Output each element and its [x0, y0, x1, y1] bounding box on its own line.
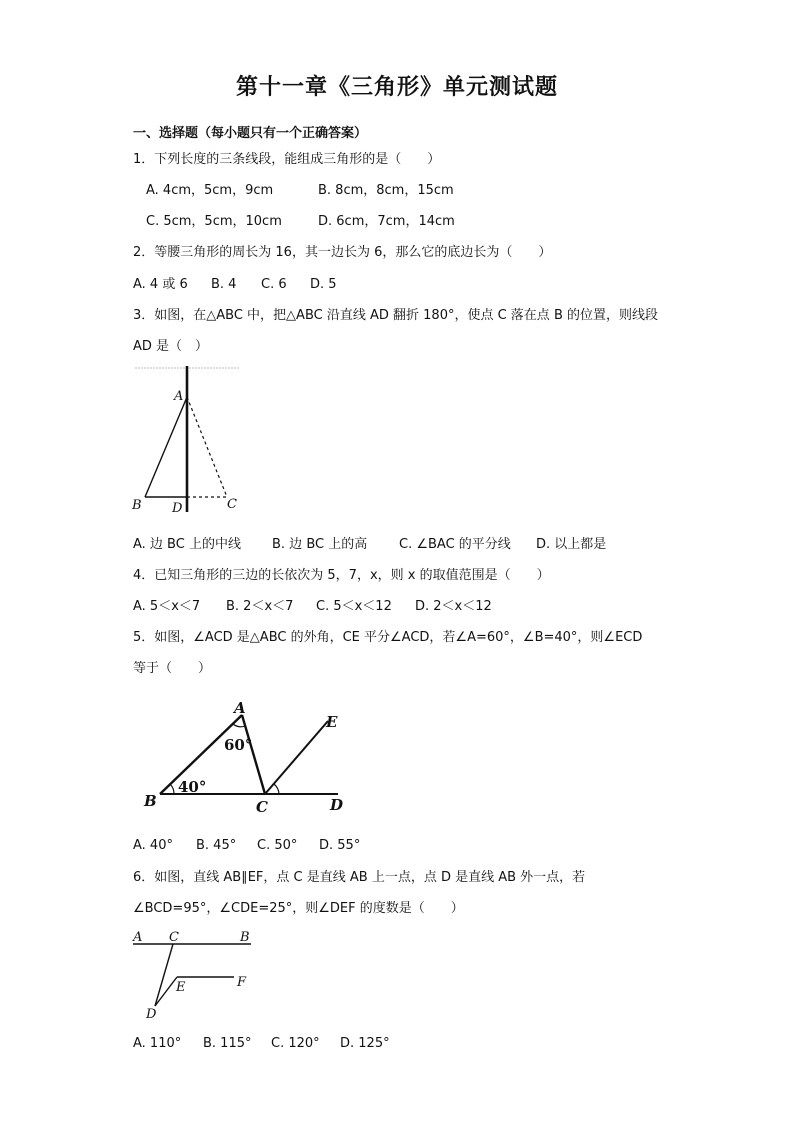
segment-ac [187, 397, 227, 497]
point-a-label: A [133, 930, 143, 945]
option-b: B. 2＜x＜7 [226, 599, 294, 614]
option-c: C. 50° [257, 838, 298, 853]
q5-figure [140, 698, 360, 820]
point-e-label: E [176, 980, 186, 995]
ray-ce [265, 721, 328, 794]
point-f-label: F [237, 975, 247, 990]
point-c-label: C [227, 497, 237, 512]
point-c-label: C [256, 798, 268, 816]
option-b: B. 4 [211, 277, 237, 292]
question-stem: 6．如图，直线 AB∥EF，点 C 是直线 AB 上一点，点 D 是直线 AB 外一点，若 [133, 870, 586, 885]
point-b-label: B [144, 792, 157, 810]
question-stem-cont: 等于（ ） [133, 661, 212, 676]
question-stem: 1．下列长度的三条线段，能组成三角形的是（ ） [133, 152, 441, 167]
angle-a-arc [233, 724, 245, 727]
segment-ab [145, 397, 187, 497]
point-a-label: A [174, 389, 184, 404]
page-title: 第十一章《三角形》单元测试题 [235, 74, 558, 100]
q3-figure [130, 362, 260, 522]
option-c: C. ∠BAC 的平分线 [399, 537, 511, 552]
point-d-label: D [330, 796, 344, 814]
option-b: B. 8cm，8cm，15cm [318, 183, 454, 198]
option-d: D. 2＜x＜12 [415, 599, 492, 614]
question-stem: 3．如图，在△ABC 中，把△ABC 沿直线 AD 翻折 180°，使点 C 落在点 B 的位置，则线段 [133, 308, 658, 323]
option-a: A. 边 BC 上的中线 [133, 537, 241, 552]
option-c: C. 6 [261, 277, 287, 292]
option-a: A. 5＜x＜7 [133, 599, 201, 614]
option-c: C. 5＜x＜12 [316, 599, 392, 614]
option-c: C. 120° [271, 1036, 320, 1051]
question-stem: 4．已知三角形的三边的长依次为 5，7，x，则 x 的取值范围是（ ） [133, 568, 550, 583]
option-b: B. 115° [203, 1036, 252, 1051]
segment-de [155, 977, 177, 1006]
angle-a-value: 60° [224, 736, 253, 754]
point-b-label: B [132, 498, 142, 513]
point-b-label: B [240, 930, 250, 945]
segment-ac [242, 715, 265, 794]
option-d: D. 5 [310, 277, 337, 292]
option-c: C. 5cm，5cm，10cm [146, 214, 282, 229]
question-stem: 5．如图，∠ACD 是△ABC 的外角，CE 平分∠ACD，若∠A=60°，∠B=40°，则∠ECD [133, 630, 643, 645]
angle-b-value: 40° [178, 778, 207, 796]
point-d-label: D [172, 501, 183, 516]
question-stem-cont: ∠BCD=95°，∠CDE=25°，则∠DEF 的度数是（ ） [133, 901, 464, 916]
segment-cd [155, 944, 173, 1006]
q6-figure [130, 928, 260, 1023]
option-d: D. 55° [319, 838, 361, 853]
option-a: A. 110° [133, 1036, 182, 1051]
angle-ecd-arc [274, 784, 279, 794]
option-a: A. 40° [133, 838, 173, 853]
question-stem-cont: AD 是（ ） [133, 339, 209, 354]
point-e-label: E [326, 713, 338, 731]
option-d: D. 125° [340, 1036, 390, 1051]
point-a-label: A [234, 699, 246, 717]
point-c-label: C [169, 930, 179, 945]
option-b: B. 边 BC 上的高 [272, 537, 368, 552]
point-d-label: D [146, 1007, 157, 1022]
option-a: A. 4cm，5cm，9cm [146, 183, 274, 198]
option-b: B. 45° [196, 838, 237, 853]
option-d: D. 6cm，7cm，14cm [318, 214, 455, 229]
option-d: D. 以上都是 [536, 537, 607, 552]
option-a: A. 4 或 6 [133, 277, 188, 292]
question-stem: 2．等腰三角形的周长为 16，其一边长为 6，那么它的底边长为（ ） [133, 245, 552, 260]
angle-b-arc [170, 784, 174, 794]
section-heading: 一、选择题（每小题只有一个正确答案） [133, 126, 368, 141]
